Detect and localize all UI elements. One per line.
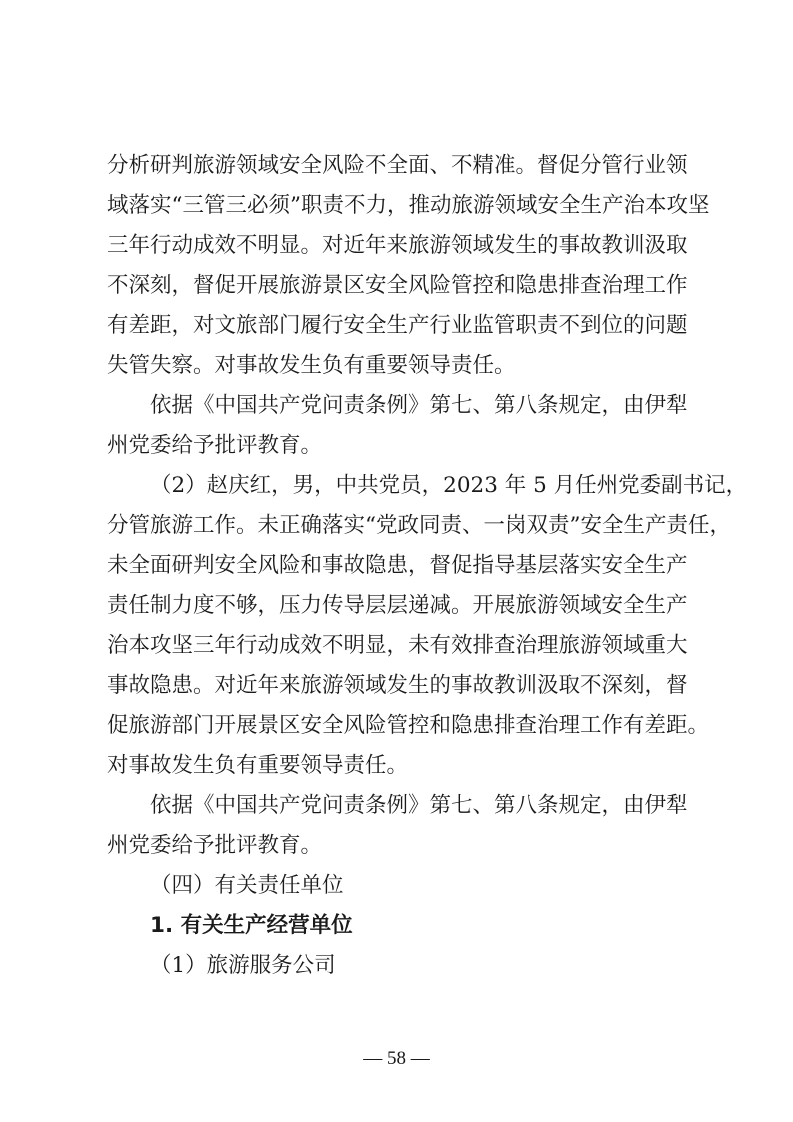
body-text-line: 促旅游部门开展景区安全风险管控和隐患排查治理工作有差距。 — [107, 713, 710, 738]
body-text-line: 对事故发生负有重要领导责任。 — [107, 753, 409, 778]
body-text-line: （2）赵庆红，男，中共党员，2023 年 5 月任州党委副书记， — [150, 473, 748, 498]
body-text-line: 不深刻，督促开展旅游景区安全风险管控和隐患排查治理工作 — [107, 273, 688, 298]
section-heading: （四）有关责任单位 — [150, 873, 344, 898]
body-text-line: 依据《中国共产党问责条例》第七、第八条规定，由伊犁 — [150, 793, 688, 818]
body-text-line: 州党委给予批评教育。 — [107, 833, 323, 858]
body-text-line: 失管失察。对事故发生负有重要领导责任。 — [107, 353, 516, 378]
body-text-line: 治本攻坚三年行动成效不明显，未有效排查治理旅游领域重大 — [107, 633, 688, 658]
subsection-heading: 1. 有关生产经营单位 — [150, 913, 353, 938]
body-text-line: 责任制力度不够，压力传导层层递减。开展旅游领域安全生产 — [107, 593, 688, 618]
body-text-line: 依据《中国共产党问责条例》第七、第八条规定，由伊犁 — [150, 393, 688, 418]
list-item: （1）旅游服务公司 — [150, 953, 336, 978]
body-text-line: 分析研判旅游领域安全风险不全面、不精准。督促分管行业领 — [107, 153, 688, 178]
body-text-line: 域落实“三管三必须”职责不力，推动旅游领域安全生产治本攻坚 — [107, 193, 710, 218]
body-text-line: 未全面研判安全风险和事故隐患，督促指导基层落实安全生产 — [107, 553, 688, 578]
body-text-line: 州党委给予批评教育。 — [107, 433, 323, 458]
page-number: — 58 — — [363, 1048, 430, 1069]
body-text-line: 事故隐患。对近年来旅游领域发生的事故教训汲取不深刻，督 — [107, 673, 688, 698]
body-text-line: 有差距，对文旅部门履行安全生产行业监管职责不到位的问题 — [107, 313, 688, 338]
body-text-line: 三年行动成效不明显。对近年来旅游领域发生的事故教训汲取 — [107, 233, 688, 258]
body-text-line: 分管旅游工作。未正确落实“党政同责、一岗双责”安全生产责任， — [107, 513, 731, 538]
